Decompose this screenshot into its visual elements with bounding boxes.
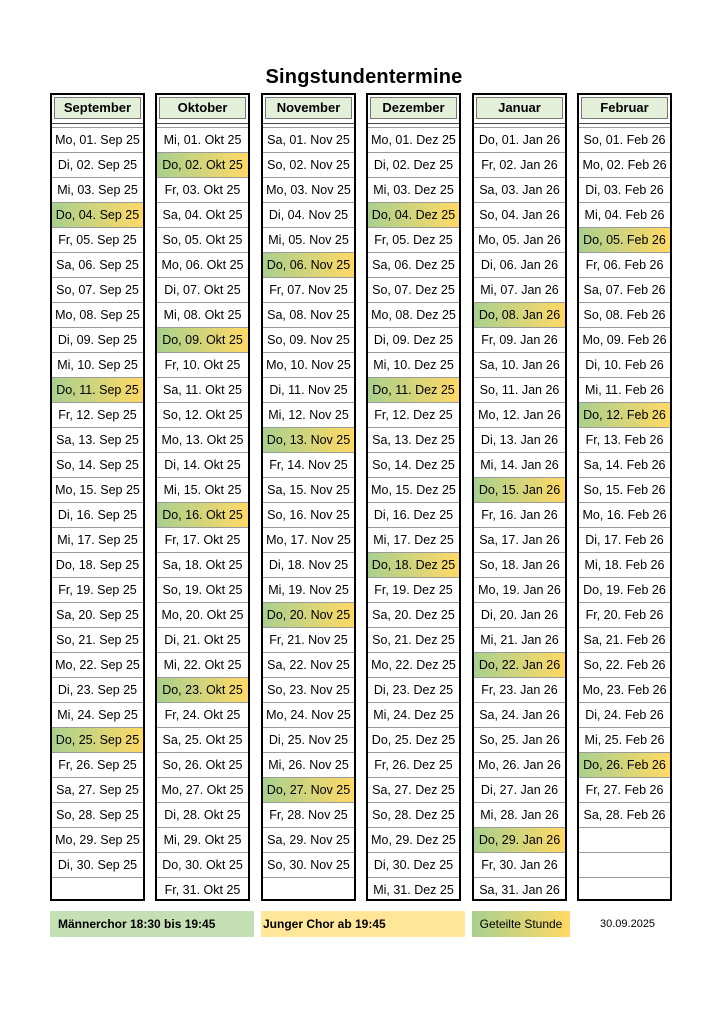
date-cell: Di, 30. Dez 25 — [368, 852, 459, 877]
date-cell: Mi, 29. Okt 25 — [157, 827, 248, 852]
date-cell: Sa, 17. Jan 26 — [474, 527, 565, 552]
date-cell: Mo, 17. Nov 25 — [263, 527, 354, 552]
date-cell: So, 28. Sep 25 — [52, 802, 143, 827]
date-cell: Do, 04. Sep 25 — [52, 202, 143, 227]
date-cell: Mi, 08. Okt 25 — [157, 302, 248, 327]
date-cell: Sa, 13. Dez 25 — [368, 427, 459, 452]
date-cell: Do, 11. Dez 25 — [368, 377, 459, 402]
date-cell: Sa, 28. Feb 26 — [579, 802, 670, 827]
date-cell: Mo, 12. Jan 26 — [474, 402, 565, 427]
date-cell: So, 09. Nov 25 — [263, 327, 354, 352]
date-cell: Sa, 10. Jan 26 — [474, 352, 565, 377]
page-title: Singstundentermine — [265, 66, 463, 88]
date-cell: So, 05. Okt 25 — [157, 227, 248, 252]
date-cell: Mi, 18. Feb 26 — [579, 552, 670, 577]
date-stamp: 30.09.2025 — [600, 918, 656, 930]
date-cell: Do, 13. Nov 25 — [263, 427, 354, 452]
date-cell: Di, 16. Dez 25 — [368, 502, 459, 527]
date-cell: Fr, 09. Jan 26 — [474, 327, 565, 352]
date-cell: Mi, 07. Jan 26 — [474, 277, 565, 302]
date-cell: So, 11. Jan 26 — [474, 377, 565, 402]
date-cell: Mi, 25. Feb 26 — [579, 727, 670, 752]
date-cell: Do, 29. Jan 26 — [474, 827, 565, 852]
date-cell: Mo, 06. Okt 25 — [157, 252, 248, 277]
date-cell: So, 07. Sep 25 — [52, 277, 143, 302]
date-cell: Sa, 20. Sep 25 — [52, 602, 143, 627]
date-cell: Do, 05. Feb 26 — [579, 227, 670, 252]
header-divider — [263, 123, 354, 124]
date-cell: Mo, 10. Nov 25 — [263, 352, 354, 377]
date-cell: So, 04. Jan 26 — [474, 202, 565, 227]
date-cell: Fr, 10. Okt 25 — [157, 352, 248, 377]
date-cell: Sa, 14. Feb 26 — [579, 452, 670, 477]
legend-junger-chor: Junger Chor ab 19:45 — [261, 911, 465, 937]
date-cell: So, 02. Nov 25 — [263, 152, 354, 177]
date-cell: Di, 04. Nov 25 — [263, 202, 354, 227]
date-cell: Mi, 10. Dez 25 — [368, 352, 459, 377]
date-cell: Fr, 17. Okt 25 — [157, 527, 248, 552]
header-divider — [368, 123, 459, 124]
date-cell: Mo, 26. Jan 26 — [474, 752, 565, 777]
date-cell: Do, 15. Jan 26 — [474, 477, 565, 502]
empty-cell — [579, 827, 670, 852]
date-cell: Sa, 31. Jan 26 — [474, 877, 565, 902]
date-cell: Mi, 11. Feb 26 — [579, 377, 670, 402]
date-cell: Mi, 17. Sep 25 — [52, 527, 143, 552]
date-cell: Do, 11. Sep 25 — [52, 377, 143, 402]
date-cell: Sa, 25. Okt 25 — [157, 727, 248, 752]
date-cell: Fr, 06. Feb 26 — [579, 252, 670, 277]
date-cell: Di, 23. Sep 25 — [52, 677, 143, 702]
date-cell: Di, 24. Feb 26 — [579, 702, 670, 727]
date-cell: So, 23. Nov 25 — [263, 677, 354, 702]
header-divider — [474, 123, 565, 124]
date-cell: Do, 18. Dez 25 — [368, 552, 459, 577]
date-cell: Sa, 13. Sep 25 — [52, 427, 143, 452]
date-cell: Mi, 17. Dez 25 — [368, 527, 459, 552]
date-cell: Fr, 31. Okt 25 — [157, 877, 248, 902]
date-list — [474, 127, 565, 902]
date-cell: Mo, 23. Feb 26 — [579, 677, 670, 702]
date-cell: Fr, 19. Dez 25 — [368, 577, 459, 602]
date-cell: So, 30. Nov 25 — [263, 852, 354, 877]
date-cell: Do, 08. Jan 26 — [474, 302, 565, 327]
date-cell: Do, 20. Nov 25 — [263, 602, 354, 627]
date-cell: Di, 07. Okt 25 — [157, 277, 248, 302]
date-cell: Di, 25. Nov 25 — [263, 727, 354, 752]
date-cell: So, 14. Sep 25 — [52, 452, 143, 477]
date-cell: Mi, 12. Nov 25 — [263, 402, 354, 427]
date-cell: Mo, 01. Sep 25 — [52, 127, 143, 152]
date-cell: Mo, 08. Sep 25 — [52, 302, 143, 327]
date-cell: Fr, 12. Sep 25 — [52, 402, 143, 427]
date-cell: Fr, 13. Feb 26 — [579, 427, 670, 452]
date-cell: So, 01. Feb 26 — [579, 127, 670, 152]
date-cell: Di, 23. Dez 25 — [368, 677, 459, 702]
date-cell: Do, 18. Sep 25 — [52, 552, 143, 577]
date-cell: Mo, 20. Okt 25 — [157, 602, 248, 627]
date-cell: Fr, 03. Okt 25 — [157, 177, 248, 202]
date-cell: Di, 13. Jan 26 — [474, 427, 565, 452]
date-cell: Mi, 26. Nov 25 — [263, 752, 354, 777]
date-cell: Di, 09. Sep 25 — [52, 327, 143, 352]
date-list — [157, 127, 248, 902]
date-cell: Do, 09. Okt 25 — [157, 327, 248, 352]
date-cell: Do, 25. Dez 25 — [368, 727, 459, 752]
header-divider — [52, 123, 143, 124]
header-divider — [579, 123, 670, 124]
date-cell: Do, 01. Jan 26 — [474, 127, 565, 152]
date-cell: Do, 26. Feb 26 — [579, 752, 670, 777]
date-cell: Mi, 21. Jan 26 — [474, 627, 565, 652]
date-cell: Di, 20. Jan 26 — [474, 602, 565, 627]
date-cell: So, 08. Feb 26 — [579, 302, 670, 327]
date-cell: Fr, 23. Jan 26 — [474, 677, 565, 702]
date-cell: Sa, 06. Sep 25 — [52, 252, 143, 277]
date-cell: Sa, 07. Feb 26 — [579, 277, 670, 302]
date-cell: Mi, 19. Nov 25 — [263, 577, 354, 602]
date-cell: Sa, 18. Okt 25 — [157, 552, 248, 577]
date-cell: Fr, 30. Jan 26 — [474, 852, 565, 877]
date-cell: So, 12. Okt 25 — [157, 402, 248, 427]
date-cell: Mo, 16. Feb 26 — [579, 502, 670, 527]
date-cell: Mo, 29. Sep 25 — [52, 827, 143, 852]
date-cell: Sa, 08. Nov 25 — [263, 302, 354, 327]
date-cell: So, 25. Jan 26 — [474, 727, 565, 752]
date-cell: Mo, 03. Nov 25 — [263, 177, 354, 202]
date-cell: Fr, 14. Nov 25 — [263, 452, 354, 477]
date-cell: Mo, 08. Dez 25 — [368, 302, 459, 327]
date-cell: Mi, 03. Dez 25 — [368, 177, 459, 202]
date-cell: Sa, 20. Dez 25 — [368, 602, 459, 627]
date-cell: Mi, 05. Nov 25 — [263, 227, 354, 252]
date-cell: Fr, 21. Nov 25 — [263, 627, 354, 652]
month-column-februar — [577, 93, 672, 901]
date-cell: Di, 16. Sep 25 — [52, 502, 143, 527]
date-cell: Mi, 04. Feb 26 — [579, 202, 670, 227]
date-cell: Di, 21. Okt 25 — [157, 627, 248, 652]
date-cell: Di, 28. Okt 25 — [157, 802, 248, 827]
date-cell: Sa, 01. Nov 25 — [263, 127, 354, 152]
date-cell: Mi, 24. Dez 25 — [368, 702, 459, 727]
date-cell: Sa, 11. Okt 25 — [157, 377, 248, 402]
empty-cell — [579, 852, 670, 877]
date-cell: Sa, 27. Sep 25 — [52, 777, 143, 802]
date-cell: So, 21. Sep 25 — [52, 627, 143, 652]
date-cell: Mi, 10. Sep 25 — [52, 352, 143, 377]
date-cell: Fr, 27. Feb 26 — [579, 777, 670, 802]
date-cell: Mi, 24. Sep 25 — [52, 702, 143, 727]
date-cell: Fr, 05. Sep 25 — [52, 227, 143, 252]
date-cell: Di, 03. Feb 26 — [579, 177, 670, 202]
date-cell: Mo, 02. Feb 26 — [579, 152, 670, 177]
date-cell: Di, 18. Nov 25 — [263, 552, 354, 577]
legend-maennerchor: Männerchor 18:30 bis 19:45 — [50, 911, 254, 937]
date-cell: Sa, 21. Feb 26 — [579, 627, 670, 652]
date-cell: Mi, 22. Okt 25 — [157, 652, 248, 677]
date-list — [263, 127, 354, 902]
date-list — [52, 127, 143, 902]
date-cell: So, 16. Nov 25 — [263, 502, 354, 527]
empty-cell — [263, 877, 354, 902]
date-cell: So, 18. Jan 26 — [474, 552, 565, 577]
date-cell: Di, 02. Sep 25 — [52, 152, 143, 177]
month-header: Oktober — [159, 97, 246, 119]
date-cell: Mi, 01. Okt 25 — [157, 127, 248, 152]
month-header: Januar — [476, 97, 563, 119]
date-cell: Di, 10. Feb 26 — [579, 352, 670, 377]
date-cell: Do, 27. Nov 25 — [263, 777, 354, 802]
date-cell: Do, 23. Okt 25 — [157, 677, 248, 702]
date-cell: Mo, 27. Okt 25 — [157, 777, 248, 802]
date-cell: Do, 30. Okt 25 — [157, 852, 248, 877]
date-cell: Di, 11. Nov 25 — [263, 377, 354, 402]
date-cell: Do, 25. Sep 25 — [52, 727, 143, 752]
date-cell: Di, 27. Jan 26 — [474, 777, 565, 802]
date-cell: Fr, 28. Nov 25 — [263, 802, 354, 827]
date-cell: Sa, 03. Jan 26 — [474, 177, 565, 202]
date-cell: Fr, 02. Jan 26 — [474, 152, 565, 177]
date-cell: Fr, 26. Sep 25 — [52, 752, 143, 777]
date-cell: So, 14. Dez 25 — [368, 452, 459, 477]
date-cell: Sa, 27. Dez 25 — [368, 777, 459, 802]
date-cell: Di, 02. Dez 25 — [368, 152, 459, 177]
date-cell: Fr, 05. Dez 25 — [368, 227, 459, 252]
date-cell: So, 26. Okt 25 — [157, 752, 248, 777]
date-cell: Mo, 19. Jan 26 — [474, 577, 565, 602]
date-cell: So, 19. Okt 25 — [157, 577, 248, 602]
date-cell: Mo, 22. Sep 25 — [52, 652, 143, 677]
date-cell: Do, 19. Feb 26 — [579, 577, 670, 602]
month-column-januar — [472, 93, 567, 901]
date-cell: Di, 09. Dez 25 — [368, 327, 459, 352]
date-cell: Di, 17. Feb 26 — [579, 527, 670, 552]
date-cell: Sa, 22. Nov 25 — [263, 652, 354, 677]
date-cell: So, 07. Dez 25 — [368, 277, 459, 302]
month-header: Dezember — [370, 97, 457, 119]
date-cell: Fr, 12. Dez 25 — [368, 402, 459, 427]
month-header: Februar — [581, 97, 668, 119]
month-column-dezember — [366, 93, 461, 901]
month-column-oktober — [155, 93, 250, 901]
date-cell: Mi, 15. Okt 25 — [157, 477, 248, 502]
date-cell: Mi, 03. Sep 25 — [52, 177, 143, 202]
date-cell: Mi, 31. Dez 25 — [368, 877, 459, 902]
date-cell: So, 21. Dez 25 — [368, 627, 459, 652]
date-cell: Di, 14. Okt 25 — [157, 452, 248, 477]
date-cell: Mo, 15. Sep 25 — [52, 477, 143, 502]
date-cell: Mi, 28. Jan 26 — [474, 802, 565, 827]
date-list — [579, 127, 670, 902]
date-cell: Mo, 22. Dez 25 — [368, 652, 459, 677]
date-cell: Sa, 29. Nov 25 — [263, 827, 354, 852]
date-cell: Di, 06. Jan 26 — [474, 252, 565, 277]
date-cell: Di, 30. Sep 25 — [52, 852, 143, 877]
date-list — [368, 127, 459, 902]
date-cell: Fr, 16. Jan 26 — [474, 502, 565, 527]
date-cell: Do, 02. Okt 25 — [157, 152, 248, 177]
date-cell: So, 15. Feb 26 — [579, 477, 670, 502]
date-cell: Fr, 24. Okt 25 — [157, 702, 248, 727]
date-cell: Mo, 05. Jan 26 — [474, 227, 565, 252]
date-cell: Fr, 26. Dez 25 — [368, 752, 459, 777]
date-cell: Fr, 07. Nov 25 — [263, 277, 354, 302]
date-cell: Fr, 20. Feb 26 — [579, 602, 670, 627]
month-column-november — [261, 93, 356, 901]
date-cell: Mo, 15. Dez 25 — [368, 477, 459, 502]
empty-cell — [52, 877, 143, 902]
date-cell: Do, 06. Nov 25 — [263, 252, 354, 277]
date-cell: Do, 04. Dez 25 — [368, 202, 459, 227]
date-cell: Do, 16. Okt 25 — [157, 502, 248, 527]
date-cell: So, 28. Dez 25 — [368, 802, 459, 827]
date-cell: Sa, 06. Dez 25 — [368, 252, 459, 277]
date-cell: Do, 22. Jan 26 — [474, 652, 565, 677]
date-cell: Mo, 29. Dez 25 — [368, 827, 459, 852]
date-cell: So, 22. Feb 26 — [579, 652, 670, 677]
date-cell: Sa, 04. Okt 25 — [157, 202, 248, 227]
date-cell: Mo, 24. Nov 25 — [263, 702, 354, 727]
empty-cell — [579, 877, 670, 902]
date-cell: Mo, 01. Dez 25 — [368, 127, 459, 152]
month-header: November — [265, 97, 352, 119]
month-column-september — [50, 93, 145, 901]
date-cell: Sa, 24. Jan 26 — [474, 702, 565, 727]
date-cell: Mo, 09. Feb 26 — [579, 327, 670, 352]
month-header: September — [54, 97, 141, 119]
date-cell: Do, 12. Feb 26 — [579, 402, 670, 427]
legend-geteilte-stunde: Geteilte Stunde — [472, 911, 570, 937]
header-divider — [157, 123, 248, 124]
date-cell: Mo, 13. Okt 25 — [157, 427, 248, 452]
date-cell: Mi, 14. Jan 26 — [474, 452, 565, 477]
date-cell: Sa, 15. Nov 25 — [263, 477, 354, 502]
date-cell: Fr, 19. Sep 25 — [52, 577, 143, 602]
